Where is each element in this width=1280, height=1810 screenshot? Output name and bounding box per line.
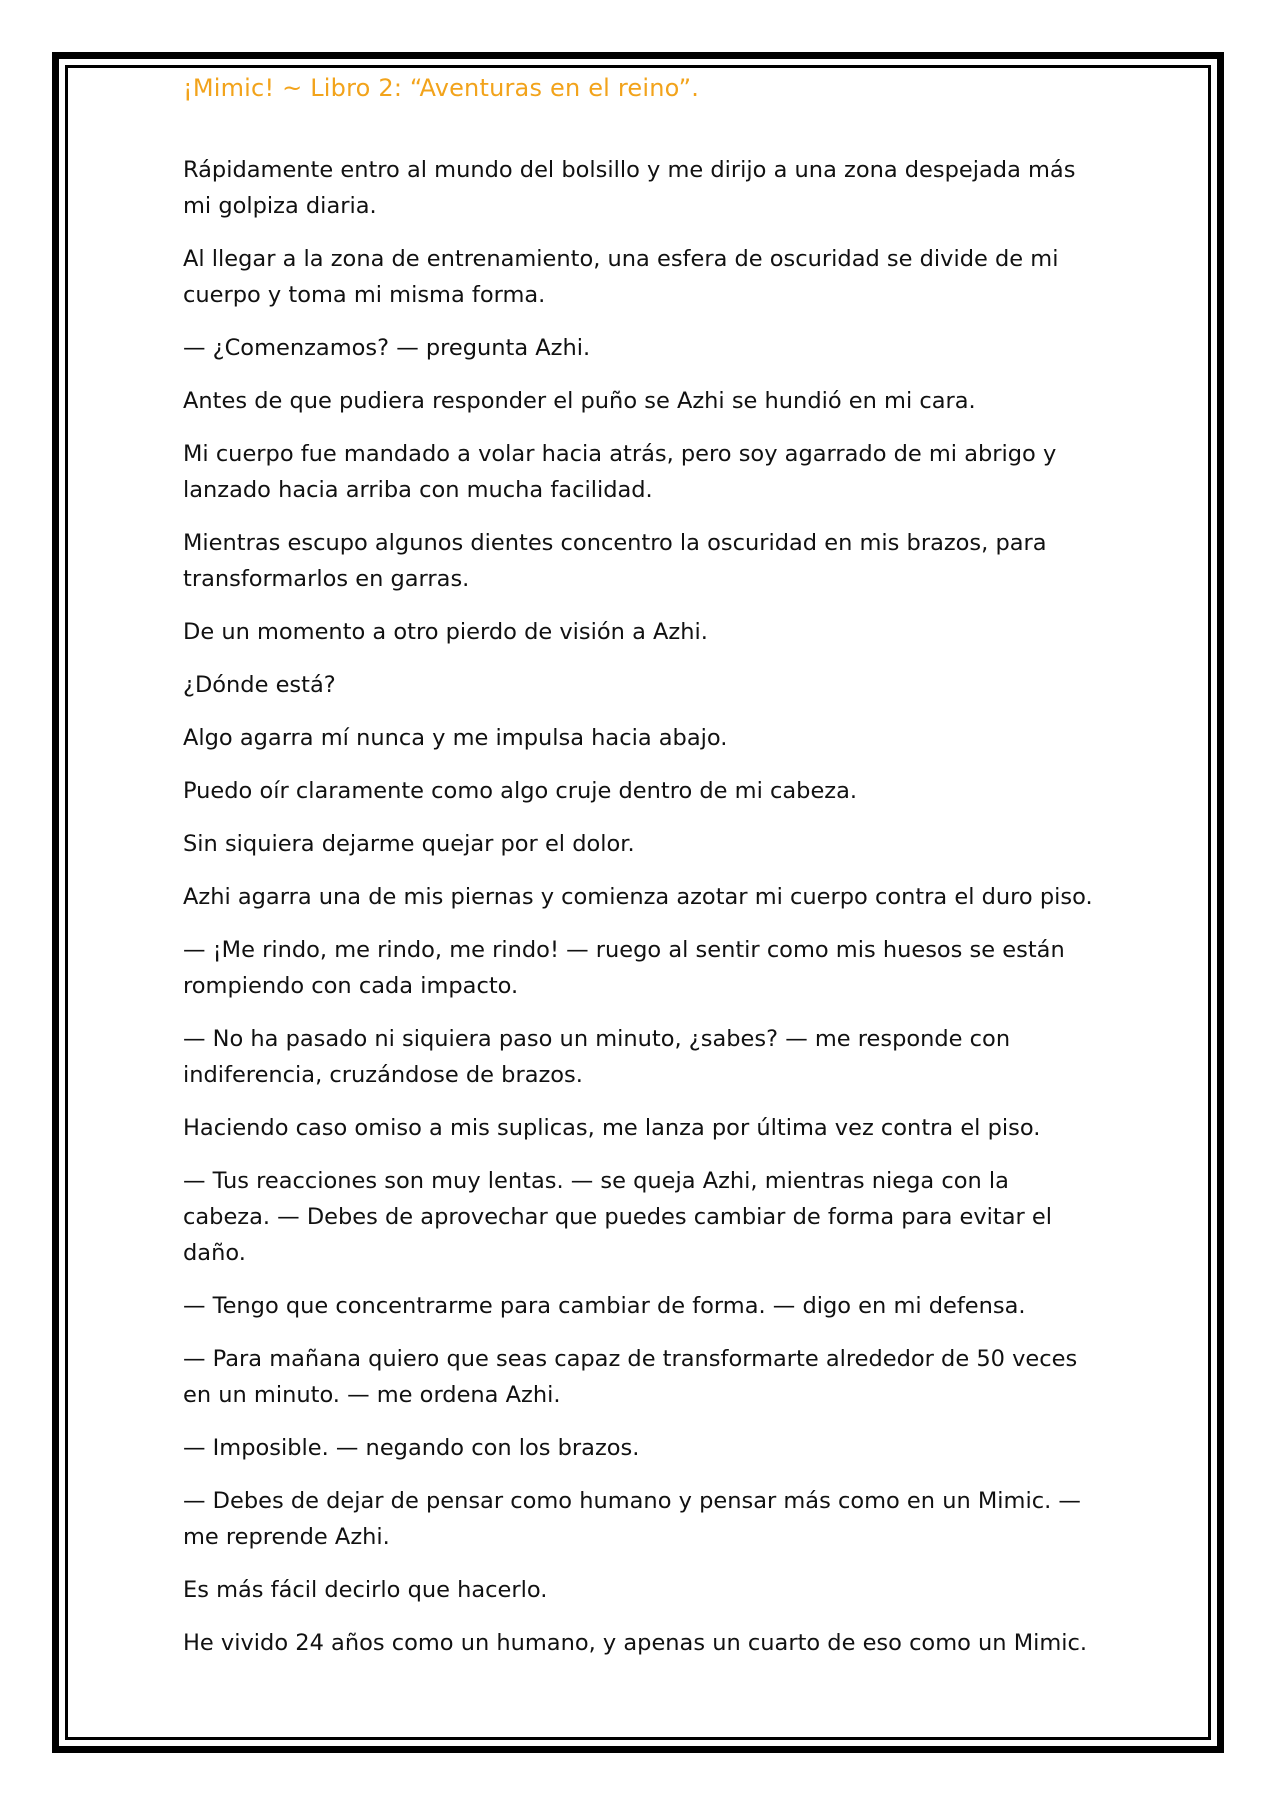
paragraph-16: — Tus reacciones son muy lentas. — se queja Azhi, mientras niega con la cabeza. — Debes de aprovechar que puedes cambiar de forma para evitar el daño.	[183, 1168, 1053, 1266]
paragraph-6: Mientras escupo algunos dientes concentro la oscuridad en mis brazos, para transformarlos en garras.	[183, 530, 1047, 592]
paragraph-8: ¿Dónde está?	[183, 672, 336, 698]
paragraph-20: — Debes de dejar de pensar como humano y pensar más como en un Mimic. — me reprende Azhi.	[183, 1488, 1081, 1550]
paragraph-19: — Imposible. — negando con los brazos.	[183, 1435, 640, 1461]
paragraph-21: Es más fácil decirlo que hacerlo.	[183, 1577, 548, 1603]
paragraph-2: Al llegar a la zona de entrenamiento, una esfera de oscuridad se divide de mi cuerpo y toma mi misma forma.	[183, 246, 1059, 308]
paragraph-12: Azhi agarra una de mis piernas y comienza azotar mi cuerpo contra el duro piso.	[183, 884, 1093, 910]
paragraph-1: Rápidamente entro al mundo del bolsillo y me dirijo a una zona despejada más mi golpiza diaria.	[183, 157, 1076, 219]
running-header: ¡Mimic! ~ Libro 2: “Aventuras en el reino”.	[183, 74, 700, 102]
paragraph-10: Puedo oír claramente como algo cruje dentro de mi cabeza.	[183, 778, 858, 804]
paragraph-5: Mi cuerpo fue mandado a volar hacia atrás, pero soy agarrado de mi abrigo y lanzado hacia arriba con mucha facilidad.	[183, 441, 1057, 503]
paragraph-14: — No ha pasado ni siquiera paso un minuto, ¿sabes? — me responde con indiferencia, cruzándose de brazos.	[183, 1026, 1011, 1088]
paragraph-9: Algo agarra mí nunca y me impulsa hacia abajo.	[183, 725, 728, 751]
paragraph-11: Sin siquiera dejarme quejar por el dolor.	[183, 831, 635, 857]
paragraph-7: De un momento a otro pierdo de visión a Azhi.	[183, 619, 708, 645]
body-text	[183, 152, 1103, 1678]
paragraph-15: Haciendo caso omiso a mis suplicas, me lanza por última vez contra el piso.	[183, 1115, 1041, 1141]
paragraph-4: Antes de que pudiera responder el puño se Azhi se hundió en mi cara.	[183, 388, 976, 414]
paragraph-13: — ¡Me rindo, me rindo, me rindo! — ruego al sentir como mis huesos se están rompiendo con cada impacto.	[183, 937, 1065, 999]
paragraph-3: — ¿Comenzamos? — pregunta Azhi.	[183, 335, 591, 361]
paragraph-22: He vivido 24 años como un humano, y apenas un cuarto de eso como un Mimic.	[183, 1630, 1088, 1656]
paragraph-17: — Tengo que concentrarme para cambiar de forma. — digo en mi defensa.	[183, 1293, 1026, 1319]
paragraph-18: — Para mañana quiero que seas capaz de transformarte alrededor de 50 veces en un minuto. — me ordena Azhi.	[183, 1346, 1078, 1408]
